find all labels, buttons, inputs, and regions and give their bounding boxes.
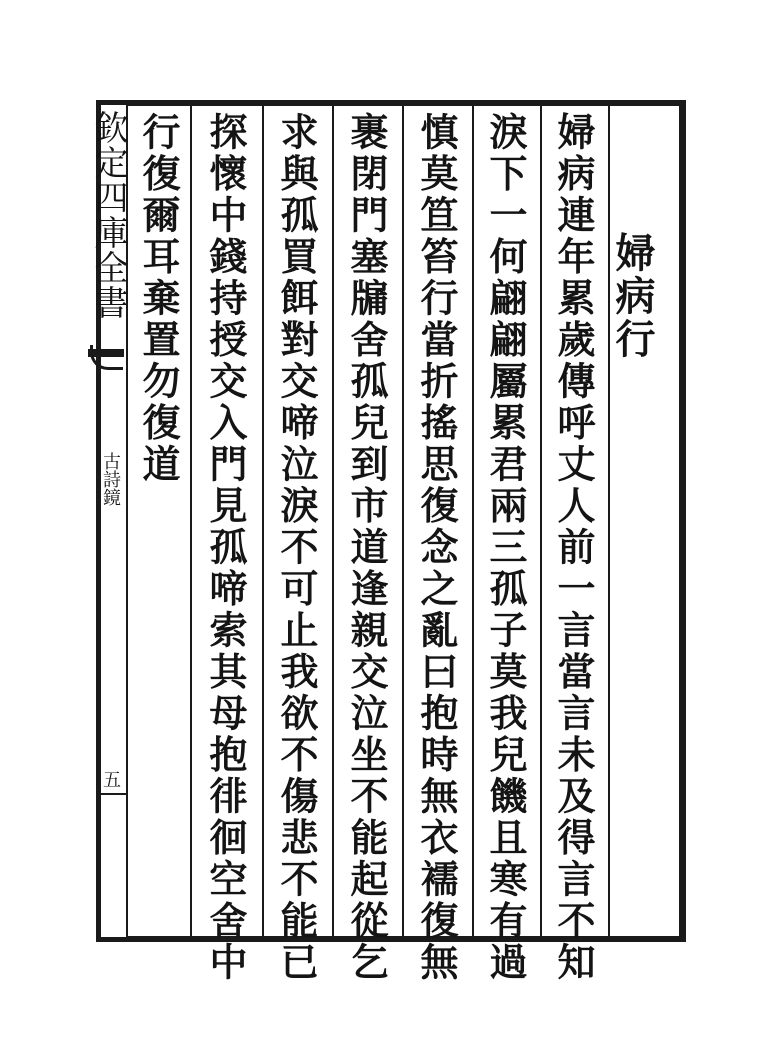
text-column-1: 婦病連年累歲傳呼丈人前一言當言未及得言不知 xyxy=(551,112,596,984)
column-rule xyxy=(608,104,610,938)
section-label: 古詩鏡 xyxy=(100,452,121,506)
poem-title: 婦病行 xyxy=(609,232,656,361)
fish-tail-mark xyxy=(88,335,124,371)
column-rule xyxy=(540,104,542,938)
column-rule xyxy=(332,104,334,938)
text-column-4: 裹閉門塞牖舍孤兒到市道逢親交泣坐不能起從乞 xyxy=(344,112,389,984)
column-rule xyxy=(190,104,192,938)
text-column-7: 行復爾耳棄置勿復道 xyxy=(136,112,181,486)
page-number: 五 xyxy=(100,770,121,788)
text-column-2: 淚下一何翩翩屬累君兩三孤子莫我兒饑且寒有過 xyxy=(483,112,528,984)
column-rule xyxy=(262,104,264,938)
text-column-6: 探懷中錢持授交入門見孤啼索其母抱徘徊空舍中 xyxy=(203,112,248,984)
page-number-tick xyxy=(96,793,126,795)
book-title: 欽定四庫全書 xyxy=(88,110,128,320)
text-column-3: 慎莫笪笞行當折搖思復念之亂曰抱時無衣襦復無 xyxy=(414,112,459,984)
text-column-5: 求與孤買餌對交啼泣淚不可止我欲不傷悲不能已 xyxy=(274,112,319,984)
column-rule xyxy=(472,104,474,938)
column-rule xyxy=(402,104,404,938)
